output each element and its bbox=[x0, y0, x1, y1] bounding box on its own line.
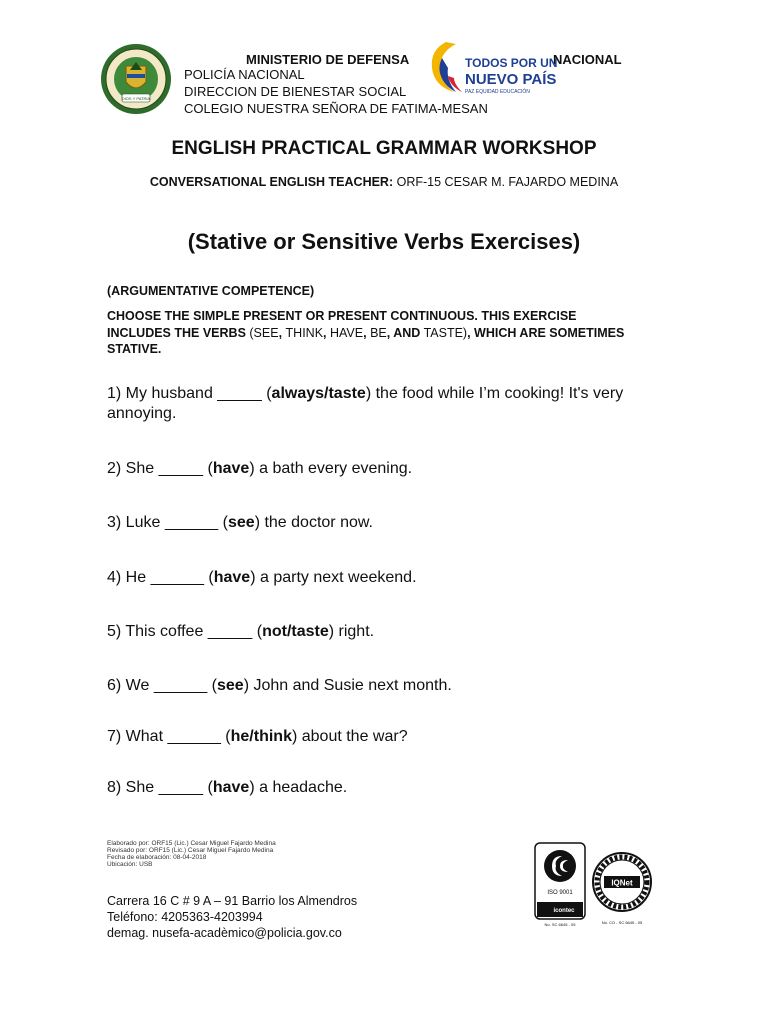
logo-text-3: PAZ EQUIDAD EDUCACIÓN bbox=[465, 89, 530, 95]
instr-be: BE bbox=[370, 325, 387, 340]
footer-email: demag. nusefa-acadèmico@policia.gov.co bbox=[107, 926, 342, 940]
question-4: 4) He ______ (have) a party next weekend. bbox=[107, 569, 417, 586]
police-crest-logo bbox=[100, 42, 172, 116]
footer-address: Carrera 16 C # 9 A – 91 Barrio los Almendros bbox=[107, 894, 358, 908]
todos-por-un-nuevo-pais-logo bbox=[428, 38, 558, 96]
exercise-subtitle: (Stative or Sensitive Verbs Exercises) bbox=[187, 229, 581, 254]
question-7: 7) What ______ (he/think) about the war? bbox=[107, 728, 408, 745]
teacher-name: ORF-15 CESAR M. FAJARDO MEDINA bbox=[393, 175, 619, 189]
iqnet-label: IQNet bbox=[611, 878, 633, 888]
header-line-school: COLEGIO NUESTRA SEÑORA DE FATIMA-MESAN bbox=[184, 101, 488, 116]
instructions: CHOOSE THE SIMPLE PRESENT OR PRESENT CONTINUOUS. THIS EXERCISE INCLUDES THE VERBS (SEE, THINK, HAVE, BE, AND TASTE), WHICH ARE SOMETIMES STATIVE. bbox=[107, 309, 625, 356]
footer-reviewed: Revisado por: ORF15 (Lic.) Cesar Miguel Fajardo Medina bbox=[107, 847, 274, 854]
header-line-police: POLICÍA NACIONAL bbox=[184, 67, 305, 82]
instr-think: THINK bbox=[285, 325, 324, 340]
ministry-heading: MINISTERIO DE DEFENSA bbox=[246, 52, 410, 67]
nacional-heading: NACIONAL bbox=[553, 52, 622, 67]
question-8: 8) She _____ (have) a headache. bbox=[107, 779, 348, 796]
footer-phone: Teléfono: 4205363-4203994 bbox=[107, 910, 263, 924]
workshop-title: ENGLISH PRACTICAL GRAMMAR WORKSHOP bbox=[171, 138, 597, 159]
icontec-number: No. SC 6645 - 05 bbox=[544, 922, 576, 927]
iqnet-number: No. CO - SC 6645 - 05 bbox=[601, 920, 643, 925]
footer-location: Ubicación: USB bbox=[107, 861, 153, 868]
iqnet-badge bbox=[590, 848, 654, 928]
icontec-iso-badge bbox=[534, 842, 586, 928]
instr-and: AND bbox=[393, 325, 421, 340]
teacher-label: CONVERSATIONAL ENGLISH TEACHER: bbox=[149, 175, 394, 189]
question-2: 2) She _____ (have) a bath every evening. bbox=[107, 460, 413, 477]
teacher-line bbox=[0, 174, 768, 190]
logo-text-2: NUEVO PAÍS bbox=[465, 71, 557, 88]
instr-have: HAVE bbox=[329, 325, 364, 340]
footer-date: Fecha de elaboración: 08-04-2018 bbox=[107, 854, 207, 861]
iso-label: ISO 9001 bbox=[547, 890, 573, 896]
instructions-part2: , WHICH ARE SOMETIMES STATIVE. bbox=[107, 325, 625, 356]
footer-elaborated: Elaborado por: ORF15 (Lic.) Cesar Miguel Fajardo Medina bbox=[107, 840, 276, 847]
question-3: 3) Luke ______ (see) the doctor now. bbox=[107, 514, 373, 531]
question-1: 1) My husband _____ (always/taste) the food while I’m cooking! It's very annoying. bbox=[107, 385, 624, 422]
icontec-label: icontec bbox=[553, 908, 575, 914]
header-line-direction: DIRECCION DE BIENESTAR SOCIAL bbox=[184, 84, 407, 99]
crest-text: DIOS Y PATRIA bbox=[121, 96, 151, 101]
question-6: 6) We ______ (see) John and Susie next month. bbox=[107, 677, 452, 694]
instr-taste: TASTE) bbox=[423, 325, 468, 340]
competence-label: (ARGUMENTATIVE COMPETENCE) bbox=[107, 284, 315, 298]
logo-text-1: TODOS POR UN bbox=[465, 56, 558, 70]
question-5: 5) This coffee _____ (not/taste) right. bbox=[107, 623, 375, 640]
instructions-part1: CHOOSE THE SIMPLE PRESENT OR PRESENT CONTINUOUS. THIS EXERCISE INCLUDES THE VERBS bbox=[107, 309, 577, 340]
instr-see: (SEE bbox=[249, 325, 279, 340]
